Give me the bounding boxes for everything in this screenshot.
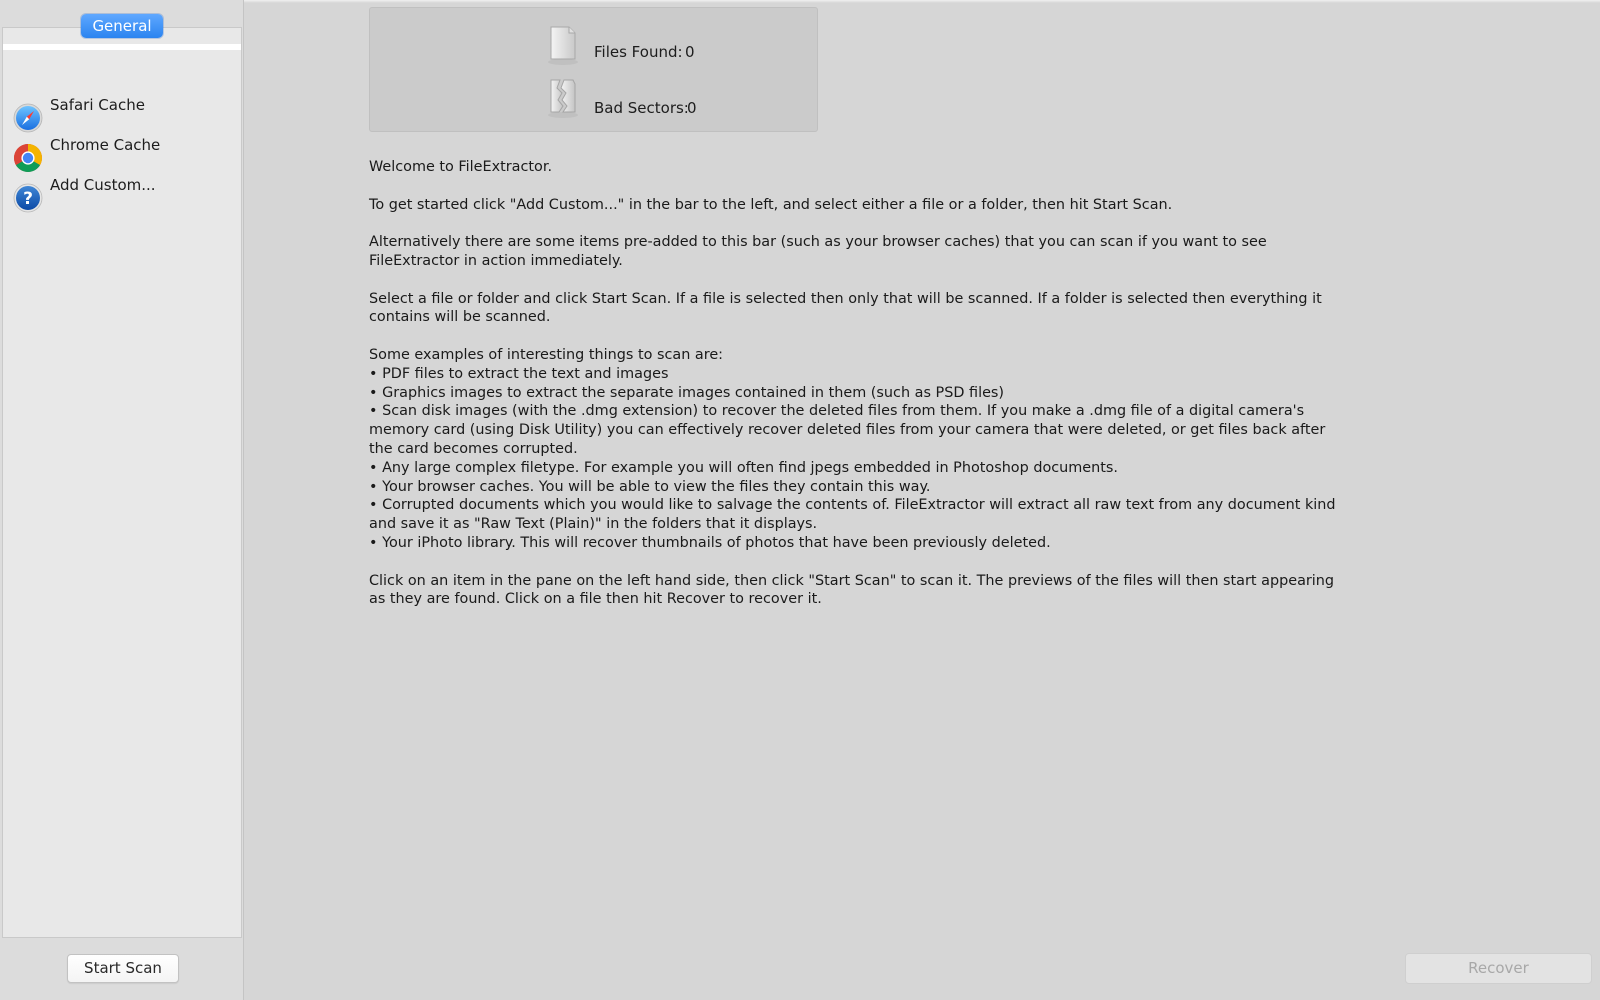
sidebar-item-add-custom[interactable] [11,175,239,213]
list-item: • Graphics images to extract the separate images contained in them (such as PSD files) [369,384,1005,401]
files-found-value: 0 [685,43,695,61]
sidebar-item-safari-cache[interactable] [11,95,239,133]
list-item: • Corrupted documents which you would like to salvage the contents of. FileExtractor will extract all raw text from any document kind and save it as "Raw Text (Plain)" in the folders that it displays. [369,497,1336,533]
svg-text:?: ? [23,189,33,209]
bad-sectors-label: Bad Sectors: [594,99,689,117]
welcome-text-area [369,158,1349,628]
question-mark-icon [13,183,43,213]
list-item: • Any large complex filetype. For example you will often find jpegs embedded in Photoshop documents. [369,459,1119,476]
sidebar-item-label: Add Custom... [50,176,156,194]
list-item: • Your browser caches. You will be able to view the files they contain this way. [369,478,931,495]
list-header-divider [3,44,241,50]
sidebar-item-label: Safari Cache [50,96,145,114]
welcome-paragraph: To get started click "Add Custom..." in the bar to the left, and select either a file or a folder, then hit Start Scan. [369,196,1173,213]
files-found-label: Files Found: [594,43,683,61]
safari-compass-icon [13,103,43,133]
tab-general[interactable]: General [81,14,163,38]
chrome-logo-icon [13,143,43,173]
start-scan-button[interactable]: Start Scan [67,954,179,983]
welcome-heading: Welcome to FileExtractor. [369,159,553,175]
sidebar-item-label: Chrome Cache [50,136,161,154]
sidebar-item-chrome-cache[interactable] [11,135,239,173]
file-icon [543,21,583,67]
recover-button[interactable]: Recover [1405,953,1592,984]
source-list[interactable] [2,27,242,938]
examples-intro: Some examples of interesting things to scan are: [369,346,724,363]
list-item: • PDF files to extract the text and images [369,365,669,382]
broken-file-icon [543,74,583,120]
list-item: • Scan disk images (with the .dmg extension) to recover the deleted files from them. If you make a .dmg file of a digital camera's memory card (using Disk Utility) you can effectively recover deleted files from your camera that were deleted, or get files back after the card becomes corrupted. [369,403,1326,457]
welcome-paragraph: Select a file or folder and click Start Scan. If a file is selected then only that will be scanned. If a folder is selected then everything it contains will be scanned. [369,290,1322,326]
scan-stats-panel [369,7,818,132]
bad-sectors-value: 0 [687,99,697,117]
examples-list [369,346,1349,553]
welcome-closing: Click on an item in the pane on the left hand side, then click "Start Scan" to scan it. The previews of the files will then start appearing as they are found. Click on a file then hit Recover to recover it. [369,572,1335,608]
welcome-paragraph: Alternatively there are some items pre-added to this bar (such as your browser caches) that you can scan if you want to see FileExtractor in action immediately. [369,234,1267,269]
sidebar [0,0,244,1000]
list-item: • Your iPhoto library. This will recover thumbnails of photos that have been previously deleted. [369,534,1051,551]
